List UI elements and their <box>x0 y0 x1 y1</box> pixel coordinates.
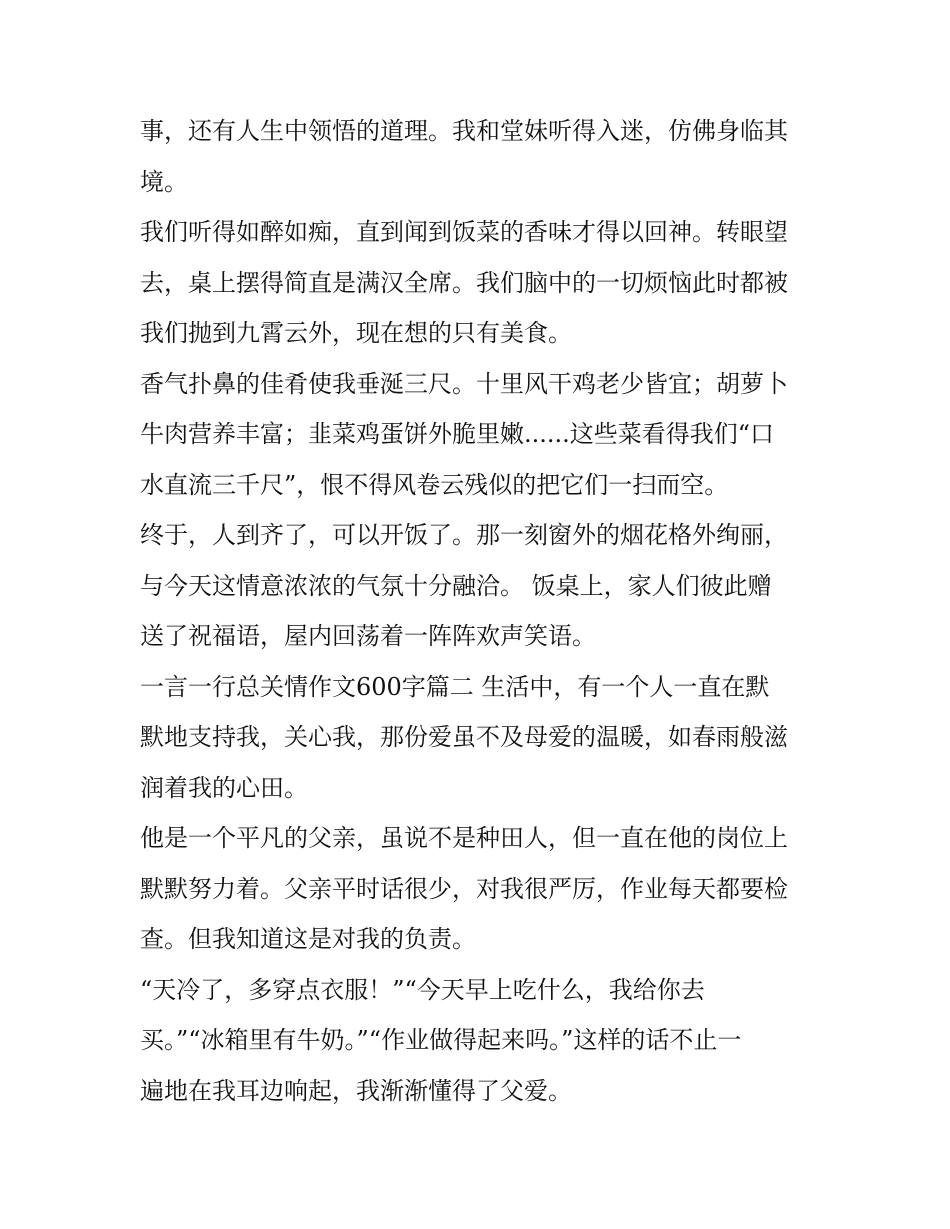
text-line: 牛肉营养丰富；韭菜鸡蛋饼外脆里嫩......这些菜看得我们“口 <box>140 420 775 448</box>
text-line: 香气扑鼻的佳肴使我垂涎三尺。十里风干鸡老少皆宜；胡萝卜 <box>140 369 788 398</box>
text-line: 查。但我知道这是对我的负责。 <box>140 925 476 953</box>
text-line: 遍地在我耳边响起，我渐渐懂得了父爱。 <box>140 1076 572 1105</box>
document-body <box>140 106 820 1116</box>
text-line: 我们抛到九霄云外，现在想的只有美食。 <box>140 319 572 347</box>
text-line: 默默努力着。父亲平时话很少，对我很严厉，作业每天都要检 <box>140 874 788 903</box>
text-line: 事，还有人生中领悟的道理。我和堂妹听得入迷，仿佛身临其 <box>140 117 788 145</box>
text-line: 买。”“冰箱里有牛奶。”“作业做得起来吗。”这样的话不止一 <box>140 1026 742 1054</box>
text-line: 与今天这情意浓浓的气氛十分融洽。 饭桌上，家人们彼此赠 <box>140 571 772 600</box>
text-line: 一言一行总关情作文600字篇二 生活中，有一个人一直在默 <box>140 672 770 701</box>
text-line: 终于，人到齐了，可以开饭了。那一刻窗外的烟花格外绚丽， <box>140 521 788 549</box>
text-line: 我们听得如醉如痴，直到闻到饭菜的香味才得以回神。转眼望 <box>140 218 788 246</box>
text-line: 去，桌上摆得简直是满汉全席。我们脑中的一切烦恼此时都被 <box>140 268 788 297</box>
text-line: 默地支持我，关心我，那份爱虽不及母爱的温暖，如春雨般滋 <box>140 723 788 751</box>
text-line: 润着我的心田。 <box>140 773 308 802</box>
text-line: 送了祝福语，屋内回荡着一阵阵欢声笑语。 <box>140 622 596 650</box>
text-line: “天冷了，多穿点衣服！”“今天早上吃什么，我给你去 <box>140 975 705 1004</box>
text-line: 水直流三千尺”，恨不得风卷云残似的把它们一扫而空。 <box>140 470 729 499</box>
text-line: 他是一个平凡的父亲，虽说不是种田人，但一直在他的岗位上 <box>140 824 788 852</box>
text-line: 境。 <box>140 167 188 196</box>
